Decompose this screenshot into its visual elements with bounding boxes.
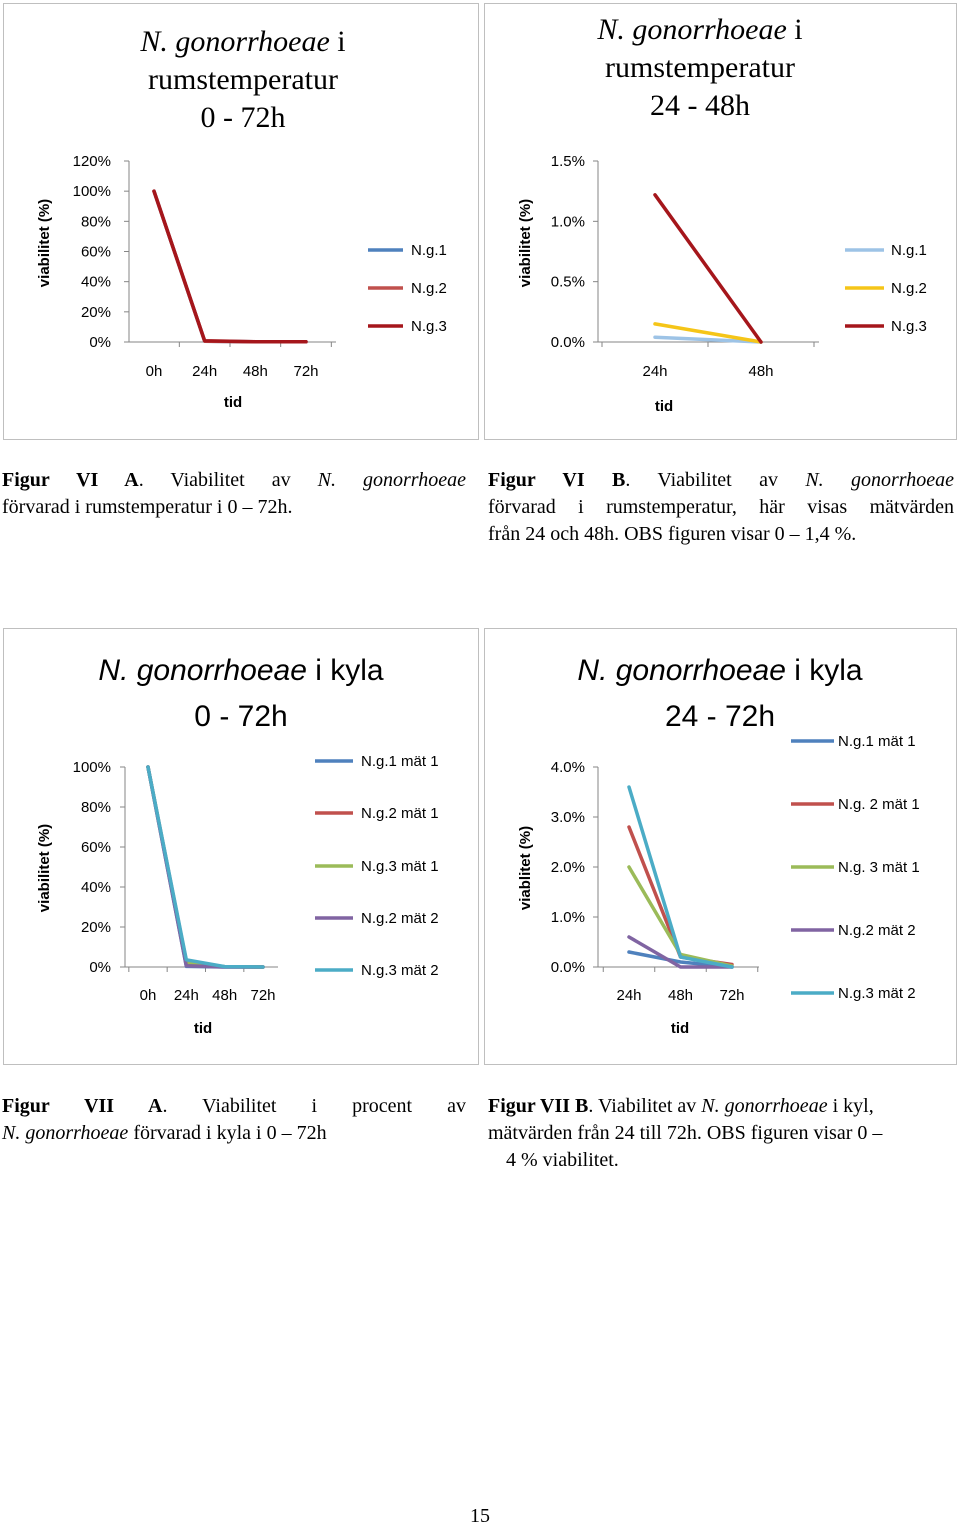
x-axis-label: tid [670, 1020, 690, 1037]
caption-figur-vi-b [488, 467, 954, 548]
legend-label: N.g. 3 mät 1 [838, 859, 920, 876]
chart-title-italic: N. gonorrhoeae [140, 25, 330, 58]
chart-rumstemperatur-24-48h [484, 3, 957, 440]
chart-title-line: rumstemperatur [148, 63, 338, 96]
chart-title-line: 0 - 72h [200, 101, 286, 134]
y-tick-label: 2.0% [550, 859, 585, 876]
legend-label: N.g.1 [891, 242, 927, 259]
y-tick-label: 0.5% [550, 273, 585, 291]
chart-title-line: 0 - 72h [194, 700, 288, 733]
y-tick-label: 0.0% [550, 959, 585, 976]
x-tick-label: 72h [250, 987, 276, 1004]
caption-lead: Figur VI B [488, 469, 626, 491]
x-tick-label: 24h [616, 987, 642, 1004]
x-tick-label: 24h [192, 363, 218, 380]
x-tick-label: 24h [173, 987, 199, 1004]
chart-title-rest: i kyla [785, 654, 863, 687]
caption-lead: Figur VI A [2, 469, 139, 491]
y-tick-label: 1.5% [550, 153, 585, 170]
legend-label: N.g.3 [411, 318, 447, 335]
y-tick-label: 120% [72, 153, 111, 170]
x-tick-label: 48h [667, 987, 694, 1004]
legend-label: N.g.2 mät 2 [361, 910, 439, 927]
caption-text: mätvärden från 24 till 72h. OBS figuren visar 0 – [488, 1122, 883, 1144]
x-tick-label: 0h [145, 363, 163, 380]
y-tick-label: 20% [80, 919, 111, 936]
chart-title-rest: i [329, 25, 346, 58]
y-tick-label: 1.0% [550, 909, 585, 926]
y-tick-label: 100% [72, 759, 111, 776]
y-axis-label: viabilitet (%) [36, 823, 53, 913]
chart-rumstemperatur-0-72h [3, 3, 479, 440]
caption-italic: N. gonorrhoeae [805, 469, 954, 491]
y-tick-label: 80% [80, 799, 111, 816]
x-axis-label: tid [193, 1020, 213, 1037]
legend-label: N.g.2 mät 1 [361, 805, 439, 822]
legend-label: N.g.1 mät 1 [361, 753, 439, 770]
caption-text: förvarad i rumstemperatur, här visas mätvärden [488, 496, 954, 518]
caption-italic: N. gonorrhoeae [701, 1095, 828, 1117]
caption-text: . Viabilitet av [588, 1095, 702, 1117]
chart-title-rest: i kyla [306, 654, 384, 687]
y-tick-label: 100% [72, 183, 111, 201]
chart-title-italic: N. gonorrhoeae [577, 654, 786, 687]
chart-kyla-0-72h [3, 628, 479, 1065]
caption-text: 4 % viabilitet. [506, 1149, 619, 1171]
legend-label: N.g.3 [891, 318, 927, 335]
legend-label: N.g.1 [411, 242, 447, 259]
chart-frame [4, 629, 479, 1065]
chart-kyla-24-72h [484, 628, 957, 1065]
chart-title [577, 654, 862, 687]
legend-label: N.g.1 mät 1 [838, 733, 916, 750]
y-tick-label: 3.0% [550, 809, 585, 826]
legend-label: N.g.3 mät 1 [361, 858, 439, 875]
legend-label: N.g. 2 mät 1 [838, 796, 920, 813]
y-tick-label: 0% [89, 334, 111, 351]
caption-lead: Figur VII A [2, 1095, 163, 1117]
caption-italic: N. gonorrhoeae [317, 469, 466, 491]
y-tick-label: 80% [80, 213, 111, 231]
y-tick-label: 40% [80, 879, 111, 896]
caption-lead: Figur VII B [488, 1095, 589, 1117]
y-tick-label: 1.0% [550, 213, 585, 231]
x-tick-label: 48h [212, 987, 238, 1004]
chart-title-rest: i [786, 13, 803, 46]
caption-text: . Viabilitet av [138, 469, 318, 491]
legend-label: N.g.2 [411, 280, 447, 297]
y-tick-label: 0.0% [550, 334, 585, 351]
chart-title [98, 654, 383, 687]
x-tick-label: 72h [293, 363, 319, 380]
y-tick-label: 4.0% [550, 759, 585, 776]
x-axis-label: tid [223, 394, 243, 411]
x-axis-label: tid [654, 398, 674, 415]
legend-label: N.g.3 mät 2 [361, 962, 439, 979]
chart-title [139, 25, 345, 58]
y-tick-label: 60% [80, 243, 111, 261]
y-tick-label: 20% [80, 303, 111, 321]
caption-figur-vii-b [488, 1093, 954, 1174]
caption-figur-vi-a [2, 467, 466, 521]
caption-text: förvarad i kyla i 0 – 72h [128, 1122, 327, 1144]
page-number: 15 [470, 1505, 490, 1527]
caption-figur-vii-a [2, 1093, 466, 1147]
legend-label: N.g.2 mät 2 [838, 922, 916, 939]
caption-text: . Viabilitet av [625, 469, 806, 491]
chart-title-line: 24 - 48h [650, 89, 750, 122]
chart-title [596, 13, 802, 46]
caption-italic: N. gonorrhoeae [2, 1122, 129, 1144]
chart-title-italic: N. gonorrhoeae [597, 13, 787, 46]
y-tick-label: 0% [89, 959, 111, 976]
y-axis-label: viabilitet (%) [517, 198, 534, 288]
caption-text: i kyl, [827, 1095, 874, 1117]
x-tick-label: 72h [719, 987, 745, 1004]
y-tick-label: 40% [80, 273, 111, 291]
caption-text: . Viabilitet i procent av [162, 1095, 466, 1117]
x-tick-label: 48h [242, 363, 268, 380]
chart-title-line: 24 - 72h [664, 700, 776, 733]
x-tick-label: 0h [139, 987, 157, 1004]
caption-text: förvarad i rumstemperatur i 0 – 72h. [2, 496, 293, 518]
y-axis-label: viabilitet (%) [36, 198, 53, 288]
x-tick-label: 24h [642, 363, 668, 380]
legend-label: N.g.3 mät 2 [838, 985, 916, 1002]
y-axis-label: viablitet (%) [517, 825, 534, 911]
legend-label: N.g.2 [891, 280, 927, 297]
x-tick-label: 48h [748, 363, 774, 380]
chart-title-line: rumstemperatur [605, 51, 795, 84]
caption-text: från 24 och 48h. OBS figuren visar 0 – 1,4 %. [488, 523, 857, 545]
chart-title-italic: N. gonorrhoeae [98, 654, 307, 687]
y-tick-label: 60% [80, 839, 111, 856]
